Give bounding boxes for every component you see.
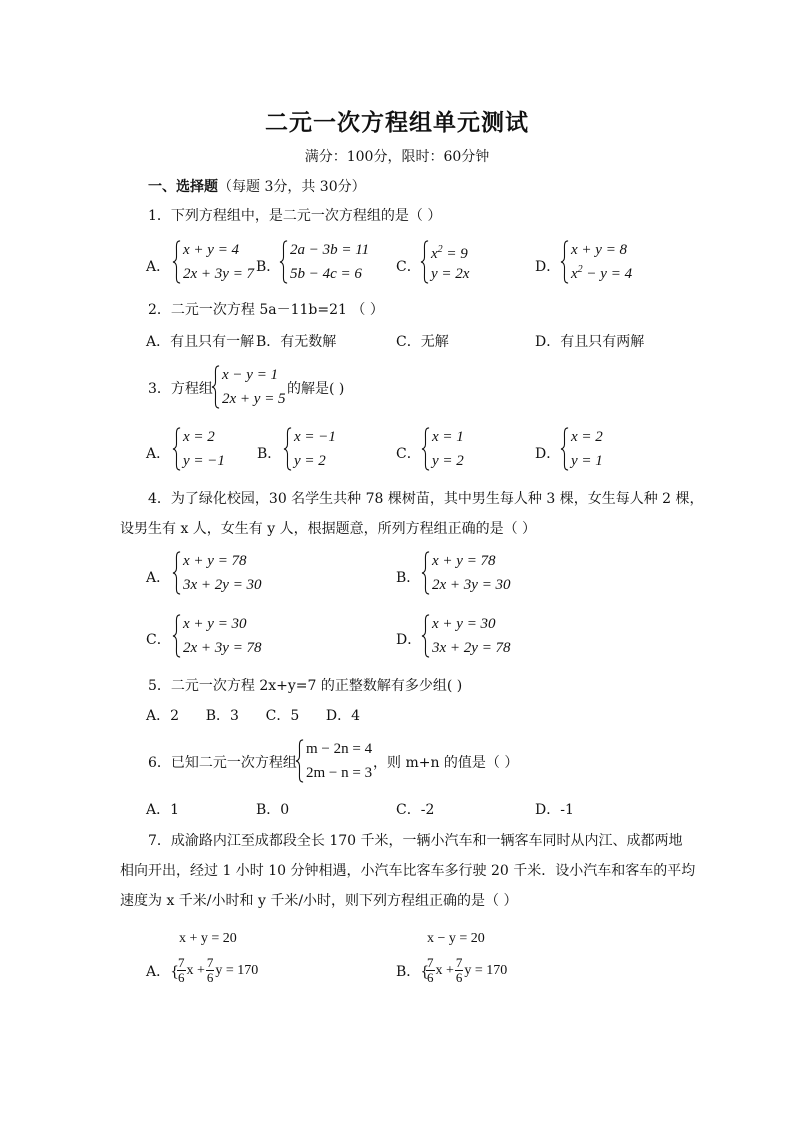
brace-icon — [172, 551, 181, 595]
q4-option-a-system — [172, 551, 262, 595]
q7-b-eq1: x − y = 20 — [427, 931, 485, 946]
q2-option-c: C．无解 — [396, 334, 449, 350]
q7-a-eq2-x: x + — [186, 962, 205, 978]
q3-option-c-label: C． — [396, 446, 421, 462]
section-heading — [148, 178, 366, 196]
frac-num: 7 — [178, 955, 185, 970]
fraction — [177, 956, 186, 985]
q3-system — [211, 365, 286, 409]
q7-b-eq2-x: x + — [435, 962, 454, 978]
frac-den: 6 — [455, 970, 463, 985]
q4-stem-line1: 4．为了绿化校园，30 名学生共种 78 棵树苗，其中男生每人种 3 棵，女生每人种 2 棵， — [148, 491, 704, 507]
brace-icon — [172, 614, 181, 658]
q7-b-eq2-y: y = 170 — [464, 962, 508, 978]
q6-option-d: D．-1 — [535, 802, 574, 818]
frac-den: 6 — [178, 970, 185, 985]
q1-b-eq1: 2a − 3b = 11 — [290, 242, 370, 258]
q1-option-d-system — [560, 240, 632, 284]
q3-c-eq1: x = 1 — [432, 429, 464, 445]
q1-c-eq2: y = 2x — [431, 266, 470, 282]
q3-option-b-system — [283, 427, 336, 471]
q6-option-c: C．-2 — [396, 802, 435, 818]
q4-option-a-label: A． — [146, 570, 171, 586]
brace-icon — [421, 551, 430, 595]
brace-icon — [420, 240, 429, 284]
q7-a-label: A．{ — [146, 964, 180, 980]
q6-option-a: A．1 — [146, 802, 180, 818]
brace-icon — [421, 427, 430, 471]
q3-eq1: x − y = 1 — [222, 367, 279, 383]
fraction — [455, 956, 464, 985]
frac-den: 6 — [206, 970, 214, 985]
q1-c-eq1-base: x — [431, 246, 438, 262]
q6-stem-post: ，则 m+n 的值是（ ） — [373, 755, 519, 771]
q1-option-b-label: B． — [256, 259, 281, 275]
q4-a-eq2: 3x + 2y = 30 — [183, 577, 262, 593]
q3-option-c-system — [421, 427, 464, 471]
frac-num: 7 — [427, 955, 434, 970]
q1-option-c-system — [420, 240, 469, 284]
q4-b-eq2: 2x + 3y = 30 — [432, 577, 511, 593]
q1-option-a-system — [172, 240, 254, 284]
brace-icon — [279, 240, 288, 284]
q4-option-c-system — [172, 614, 262, 658]
q5-options: A．2 B．3 C．5 D．4 — [146, 708, 361, 724]
brace-icon — [295, 739, 304, 783]
brace-icon — [172, 427, 181, 471]
q1-d-eq2 — [571, 260, 632, 284]
q3-stem-pre: 3．方程组 — [148, 381, 213, 397]
q2-option-b: B．有无数解 — [256, 334, 337, 350]
q4-b-eq1: x + y = 78 — [432, 553, 496, 569]
q3-option-d-label: D． — [535, 446, 561, 462]
section-title: 一、选择题 — [148, 179, 218, 195]
q3-option-a-label: A． — [146, 446, 171, 462]
section-note: （每题 3分，共 30分） — [218, 179, 366, 195]
q3-a-eq1: x = 2 — [183, 429, 215, 445]
page-subtitle: 满分：100分，限时：60分钟 — [304, 149, 490, 165]
q1-option-d-label: D． — [535, 259, 561, 275]
brace-icon — [172, 240, 181, 284]
q7-a-eq1: x + y = 20 — [179, 931, 237, 946]
q1-a-eq2: 2x + 3y = 7 — [183, 266, 255, 282]
q3-option-d-system — [560, 427, 603, 471]
q3-b-eq2: y = 2 — [294, 453, 326, 469]
q2-stem: 2．二元一次方程 5a－11b=21 （ ） — [148, 302, 384, 318]
q3-eq2: 2x + y = 5 — [222, 391, 286, 407]
q1-b-eq2: 5b − 4c = 6 — [290, 266, 362, 282]
q4-a-eq1: x + y = 78 — [183, 553, 247, 569]
q1-c-eq1-rest: = 9 — [442, 246, 468, 262]
q3-a-eq2: y = −1 — [183, 453, 225, 469]
q4-stem-line2: 设男生有 x 人，女生有 y 人，根据题意，所列方程组正确的是（ ） — [120, 521, 537, 537]
q4-c-eq1: x + y = 30 — [183, 616, 247, 632]
q4-option-d-system — [421, 614, 511, 658]
brace-icon — [211, 365, 220, 409]
q4-option-c-label: C． — [146, 632, 171, 648]
q1-option-b-system — [279, 240, 369, 284]
q6-option-b: B．0 — [256, 802, 290, 818]
brace-icon — [560, 427, 569, 471]
fraction — [206, 956, 215, 985]
q7-b-eq2 — [425, 956, 507, 985]
q4-option-d-label: D． — [396, 632, 422, 648]
q3-option-a-system — [172, 427, 225, 471]
q4-c-eq2: 2x + 3y = 78 — [183, 640, 262, 656]
q1-d-eq1: x + y = 8 — [571, 242, 628, 258]
q7-a-eq2-y: y = 170 — [215, 962, 259, 978]
q3-c-eq2: y = 2 — [432, 453, 464, 469]
q7-line2: 相向开出，经过 1 小时 10 分钟相遇，小汽车比客车多行驶 20 千米．设小汽车和客车的平均 — [120, 863, 696, 879]
page-title: 二元一次方程组单元测试 — [265, 109, 529, 136]
q7-line1: 7．成渝路内江至成都段全长 170 千米，一辆小汽车和一辆客车同时从内江、成都两地 — [148, 833, 683, 849]
q4-d-eq2: 3x + 2y = 78 — [432, 640, 511, 656]
q4-option-b-system — [421, 551, 511, 595]
fraction — [426, 956, 435, 985]
q4-option-b-label: B． — [396, 570, 421, 586]
q6-system — [295, 739, 372, 783]
q6-eq2: 2m − n = 3 — [306, 765, 373, 781]
frac-num: 7 — [206, 955, 214, 970]
q1-c-eq1 — [431, 240, 469, 264]
q1-d-eq2-base: x — [571, 266, 578, 282]
q1-option-c-label: C． — [396, 259, 421, 275]
brace-icon — [560, 240, 569, 284]
q3-d-eq2: y = 1 — [571, 453, 603, 469]
q7-line3: 速度为 x 千米/小时和 y 千米/小时，则下列方程组正确的是（ ） — [120, 893, 518, 909]
q3-stem-post: 的解是( ) — [287, 381, 345, 397]
brace-icon — [283, 427, 292, 471]
q3-option-b-label: B． — [257, 446, 282, 462]
q1-option-a-label: A． — [146, 259, 171, 275]
q6-stem-pre: 6．已知二元一次方程组 — [148, 755, 297, 771]
frac-num: 7 — [455, 955, 463, 970]
q5-stem: 5．二元一次方程 2x+y=7 的正整数解有多少组( ) — [148, 678, 463, 694]
q1-d-eq2-exp: 2 — [577, 264, 583, 275]
brace-icon — [421, 614, 430, 658]
frac-den: 6 — [427, 970, 434, 985]
q3-d-eq1: x = 2 — [571, 429, 603, 445]
q4-d-eq1: x + y = 30 — [432, 616, 496, 632]
q7-a-eq2 — [176, 956, 258, 985]
q1-a-eq1: x + y = 4 — [183, 242, 240, 258]
q6-eq1: m − 2n = 4 — [306, 741, 373, 757]
q7-b-label: B．{ — [396, 964, 430, 980]
q3-b-eq1: x = −1 — [294, 429, 336, 445]
q1-stem: 1．下列方程组中，是二元一次方程组的是（ ） — [148, 208, 442, 224]
q1-d-eq2-rest: − y = 4 — [582, 266, 633, 282]
q2-option-d: D．有且只有两解 — [535, 334, 645, 350]
q2-option-a: A．有且只有一解 — [146, 334, 255, 350]
q1-c-eq1-exp: 2 — [437, 244, 443, 255]
